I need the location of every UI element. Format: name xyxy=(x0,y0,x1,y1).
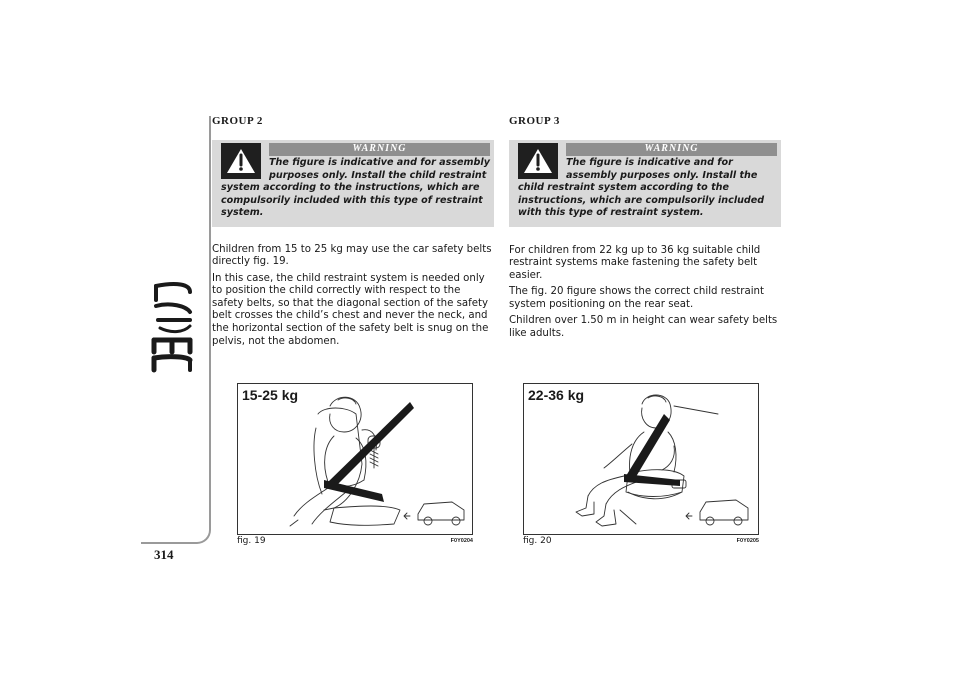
figure-19 xyxy=(237,383,473,535)
figure-code: F0Y0205 xyxy=(736,538,759,544)
figure-caption: fig. 19 xyxy=(237,536,266,546)
warning-text: The figure is indicative and for assembly purposes only. Install the child restraint system according to the instructions, which are compulsorily included with this type of restraint system. xyxy=(221,157,490,218)
group-2-heading: GROUP 2 xyxy=(212,115,263,127)
figure-weight-label: 22-36 kg xyxy=(528,387,585,403)
brand-logo-icon xyxy=(146,278,196,376)
page-number: 314 xyxy=(154,547,174,562)
right-column xyxy=(509,112,781,345)
paragraph: Children from 15 to 25 kg may use the car safety belts directly fig. 19. xyxy=(212,243,492,268)
paragraph: In this case, the child restraint system is needed only to position the child correctly with respect to the safety belts, so that the diagonal section of the safety belt crosses the child’s chest and never the neck, and the horizontal section of the safety belt is snug on the pelvis, not the abdomen. xyxy=(212,272,489,347)
left-column xyxy=(212,112,494,352)
group-3-heading: GROUP 3 xyxy=(509,115,560,127)
warning-triangle-icon xyxy=(221,143,261,179)
paragraph: For children from 22 kg up to 36 kg suitable child restraint systems make fastening the safety belt easier. xyxy=(509,244,761,281)
warning-text: The figure is indicative and for assembly purposes only. Install the child restraint system according to the instructions, which are compulsorily included with this type of restraint system. xyxy=(518,157,765,218)
figure-19-caption-row xyxy=(237,536,473,548)
paragraph: Children over 1.50 m in height can wear safety belts like adults. xyxy=(509,315,778,340)
figure-caption: fig. 20 xyxy=(523,536,552,546)
paragraph: The fig. 20 figure shows the correct child restraint system positioning on the rear seat. xyxy=(509,286,764,310)
group-3-body xyxy=(509,245,781,341)
warning-title: WARNING xyxy=(269,143,490,156)
group-2-body xyxy=(212,244,494,349)
figure-code: F0Y0204 xyxy=(450,538,473,544)
figure-20 xyxy=(523,383,759,535)
child-booster-seat-illustration xyxy=(238,384,472,534)
warning-triangle-icon xyxy=(518,143,558,179)
figure-20-caption-row xyxy=(523,536,759,548)
warning-box-group-3 xyxy=(509,140,781,227)
warning-title: WARNING xyxy=(566,143,777,156)
figure-weight-label: 15-25 kg xyxy=(242,387,299,403)
warning-box-group-2 xyxy=(212,140,494,227)
child-booster-cushion-illustration xyxy=(524,384,758,534)
